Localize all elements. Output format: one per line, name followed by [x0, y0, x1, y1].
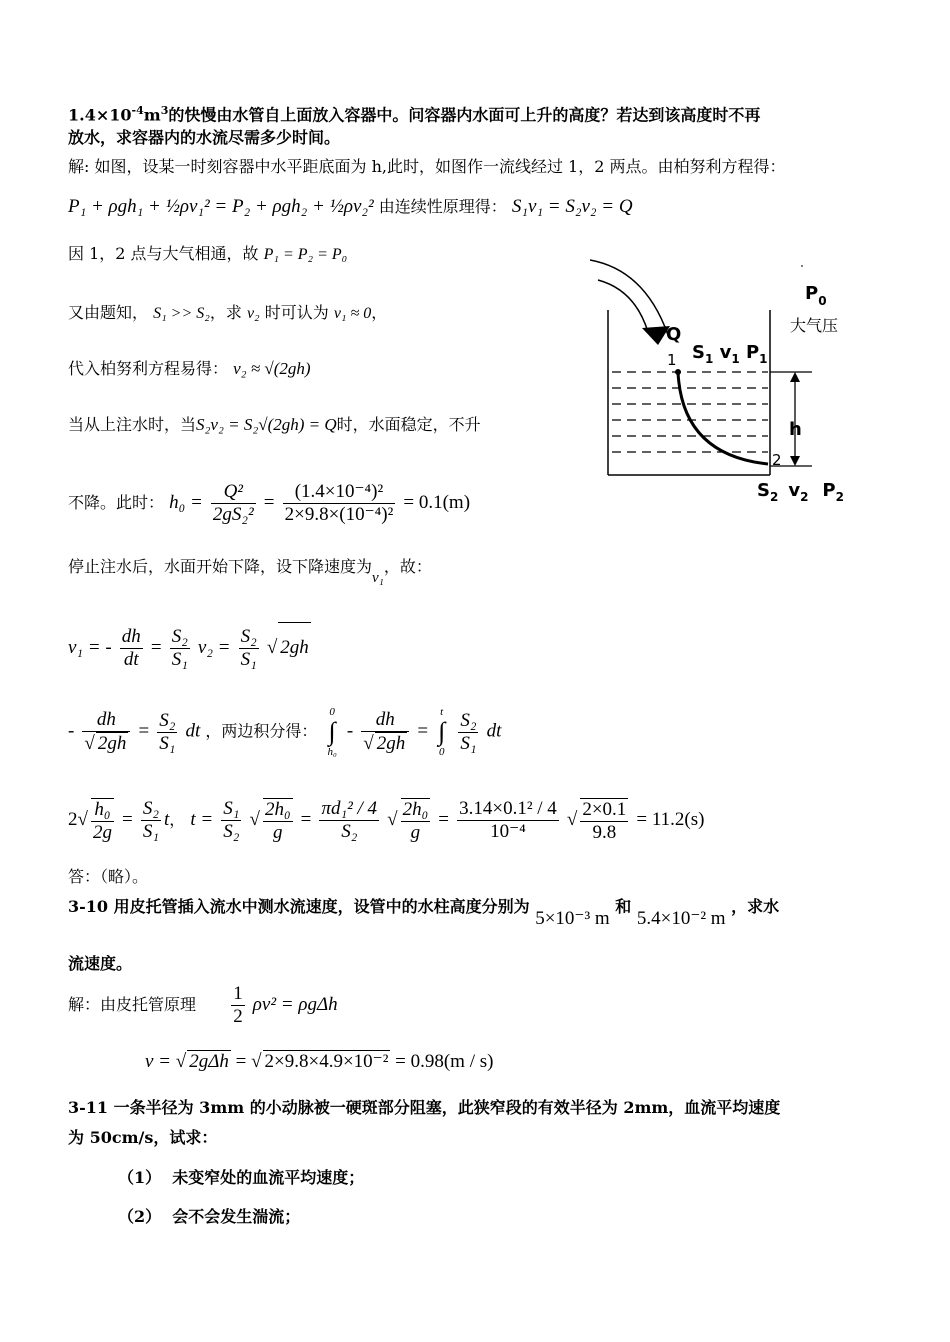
problem-311-item-2: （2） 会不会发生湍流；	[118, 1207, 301, 1226]
pitot-principle: 解：由皮托管原理 $\frac{1}{2}$ ρv² = ρgΔh	[68, 983, 338, 1027]
problem-311-line-1: 3-11 一条半径为 3mm 的小动脉被一硬斑部分阻塞，此狭窄段的有效半径为 2mm，血流平均速度	[68, 1098, 781, 1117]
given-line: 又由题知， S₁ >> S₂，求 v₂ 时可认为 v₁ ≈ 0，	[68, 303, 388, 322]
q-label: Q	[666, 324, 682, 345]
point-1-marker	[675, 369, 681, 375]
answer-text: 答：（略）。	[68, 867, 149, 886]
problem-311-line-2: 为 50cm/s，试求：	[68, 1128, 218, 1147]
container-diagram	[590, 250, 880, 520]
question-line-2: 放水，求容器内的水流尽需多少时间。	[68, 128, 341, 147]
h-label: h	[789, 419, 802, 440]
atm-label: 大气压	[790, 316, 839, 335]
result-line: 2√ $\frac{\text{h₀}}{2g}$ = $\frac{\text{S₂}}{\text{S₁}}$ t， t = $\frac{\text{S₁}}{\text{S₂}}$ √ $\frac{\text{2h₀}}{g}$ = $\frac{\text{πd₁² / 4}}{\text{S₂}}$ √ $\frac{\text{2h₀}}{g}$ = $\frac{\text{3.14×0.1² / 4}}{\text{10⁻⁴}}$ √ $\frac{2\times 0.1}{9.8}$ = 11.2(s)	[68, 798, 705, 843]
question-line-1: $1.4\times 10^{-4}m^3$的快慢由水管自上面放入容器中。问容器内水面可上升的高度？若达到该高度时不再	[68, 104, 761, 125]
s2-v2-p2-label: $S_2$ $v_2$ $P_2$	[757, 480, 844, 504]
bernoulli-line: P₁ + ρgh₁ + ½ρv₁² = P₂ + ρgh₂ + ½ρv₂² 由连续性原理得： S₁v₁ = S₂v₂ = Q	[68, 196, 633, 217]
stop-line: 停止注水后，水面开始下降，设下降速度为v₁，故：	[68, 557, 432, 586]
h-arrow-up-icon	[790, 372, 800, 382]
substitute-line: 代入柏努利方程易得： v₂ ≈ √(2gh)	[68, 359, 311, 378]
problem-310-line-1: 3-10 用皮托管插入流水中测水流速度，设管中的水柱高度分别为 5×10⁻³ m 和 5.4×10⁻² m ，求水	[68, 897, 780, 929]
point-2-label: 2	[772, 451, 782, 469]
problem-311-item-1: （1） 未变窄处的血流平均速度；	[118, 1168, 365, 1187]
h-arrow-down-icon	[790, 456, 800, 466]
atm-line: 因 1，2 点与大气相通，故 P₁ = P₂ = P₀	[68, 244, 348, 263]
velocity-equation: v = √ 2gΔh = √ 2×9.8×4.9×10⁻² = 0.98(m / s)	[145, 1051, 494, 1072]
streamline	[678, 372, 768, 464]
integral-line: - $\frac{dh}{√ 2gh}$ = $\frac{\text{S₂}}{\text{S₁}}$ dt ，两边积分得： 0 ∫ h₀ - $\frac{dh}{√ 2gh}$ = t ∫ 0 $\frac{\text{S₂}}{\text{S₁}}$ dt	[68, 706, 502, 758]
fill-line: 当从上注水时，当S₂v₂ = S₂√(2gh) = Q时，水面稳定，不升	[68, 415, 481, 434]
point-1-label: 1	[667, 351, 677, 369]
solution-intro: 解: 如图，设某一时刻容器中水平距底面为 h,此时，如图作一流线经过 1，2 两点。由柏努利方程得：	[68, 157, 786, 176]
continuity-equation: S₁v₁ = S₂v₂ = Q	[511, 196, 633, 217]
p0-label: $P_0$	[805, 283, 827, 308]
water-lines	[612, 372, 768, 452]
h0-line: 不降。此时： h₀ = $\frac{\text{Q²}}{\text{2gS₂²}}$ = $\frac{\text{(1.4×10⁻⁴)²}}{\text{2×9.8×(10⁻⁴)²}}$ = 0.1(m)	[68, 481, 471, 525]
bernoulli-equation: P₁ + ρgh₁ + ½ρv₁² = P₂ + ρgh₂ + ½ρv₂²	[68, 196, 374, 217]
v1-equation: v₁ = - $\frac{dh}{dt}$ = $\frac{\text{S₂}}{\text{S₁}}$ v₂ = $\frac{\text{S₂}}{\text{S₁}}$ √ 2gh	[68, 622, 311, 673]
s1-v1-p1-label: $S_1$ $v_1$ $P_1$	[692, 342, 768, 366]
problem-310-line-2: 流速度。	[68, 954, 133, 973]
